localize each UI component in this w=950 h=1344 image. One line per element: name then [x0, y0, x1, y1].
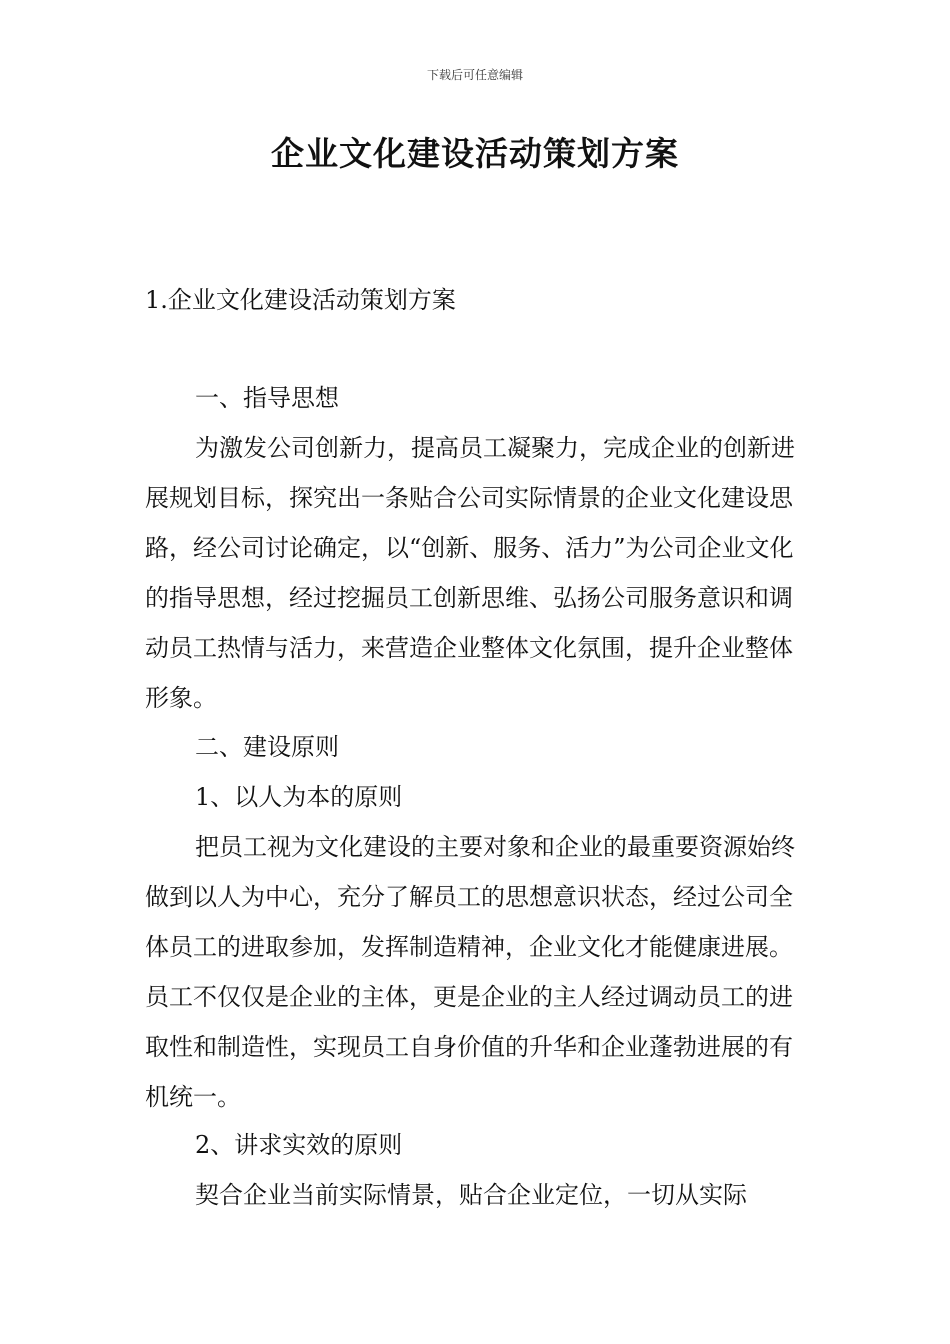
- paragraph-people-oriented: [145, 822, 810, 1122]
- section-heading-guiding-ideology: 一、指导思想: [195, 384, 339, 412]
- paragraph-text: 契合企业当前实际情景，贴合企业定位，一切从实际: [195, 1181, 747, 1209]
- paragraph-guiding-ideology: [145, 423, 810, 723]
- section-heading-principles: 二、建设原则: [195, 733, 339, 761]
- subheading-people-oriented: 1、以人为本的原则: [195, 783, 403, 811]
- paragraph-text: 把员工视为文化建设的主要对象和企业的最重要资源始终做到以人为中心，充分了解员工的思想意识状态，经过公司全体员工的进取参加，发挥制造精神，企业文化才能健康进展。员工不仅仅是企业的主体，更是企业的主人经过调动员工的进取性和制造性，实现员工自身价值的升华和企业蓬勃进展的有机统一。: [145, 833, 795, 1111]
- paragraph-text: 为激发公司创新力，提高员工凝聚力，完成企业的创新进展规划目标，探究出一条贴合公司实际情景的企业文化建设思路，经公司讨论确定，以“创新、服务、活力”为公司企业文化的指导思想，经过挖掘员工创新思维、弘扬公司服务意识和调动员工热情与活力，来营造企业整体文化氛围，提升企业整体形象。: [145, 434, 795, 712]
- subheading-practical-results: 2、讲求实效的原则: [195, 1131, 403, 1159]
- paragraph-practical-results: [145, 1170, 810, 1220]
- section-subtitle: 1.企业文化建设活动策划方案: [145, 286, 456, 314]
- document-title: 企业文化建设活动策划方案: [271, 134, 679, 173]
- header-note: 下载后可任意编辑: [426, 68, 523, 82]
